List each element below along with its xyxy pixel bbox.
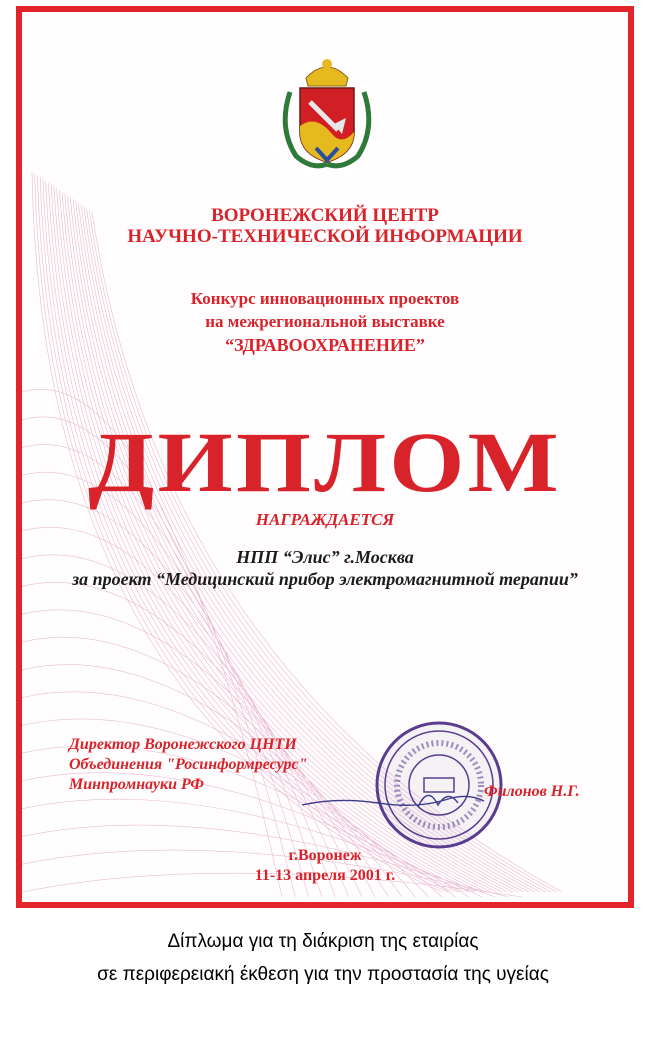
- contest-line-2: на межрегиональной выставке: [205, 312, 445, 331]
- organization-line-1: ВОРОНЕЖСКИЙ ЦЕНТР: [211, 205, 439, 226]
- handwritten-signature: [298, 777, 498, 817]
- signatory-line-1: Директор Воронежского ЦНТИ: [69, 736, 297, 753]
- signatory-line-3: Минпромнауки РФ: [69, 776, 204, 793]
- organization-line-2: НАУЧНО-ТЕХНИЧЕСКОЙ ИНФОРМАЦИИ: [127, 226, 523, 247]
- awarded-label: НАГРАЖДАЕТСЯ: [255, 510, 395, 529]
- caption-line-1: Δίπλωμα για τη διάκριση της εταιρίας: [167, 931, 479, 952]
- signatory-name: Филонов Н.Г.: [484, 783, 580, 800]
- project-title: за проект “Медицинский прибор электромагнитной терапии”: [72, 569, 578, 589]
- coat-of-arms-emblem: [276, 48, 378, 174]
- event-date: 11-13 апреля 2001 г.: [254, 867, 396, 884]
- diploma-heading: ДИПЛОМ: [88, 414, 562, 510]
- exhibition-name: “ЗДРАВООХРАНЕНИЕ”: [225, 335, 425, 355]
- city: г.Воронеж: [288, 847, 362, 864]
- diploma: [16, 6, 634, 908]
- signatory-line-2: Объединения "Росинформресурс": [69, 756, 308, 773]
- recipient: НПП “Элис” г.Москва: [236, 547, 414, 567]
- contest-line-1: Конкурс инновационных проектов: [190, 289, 460, 308]
- caption-line-2: σε περιφερειακή έκθεση για την προστασία της υγείας: [97, 964, 549, 985]
